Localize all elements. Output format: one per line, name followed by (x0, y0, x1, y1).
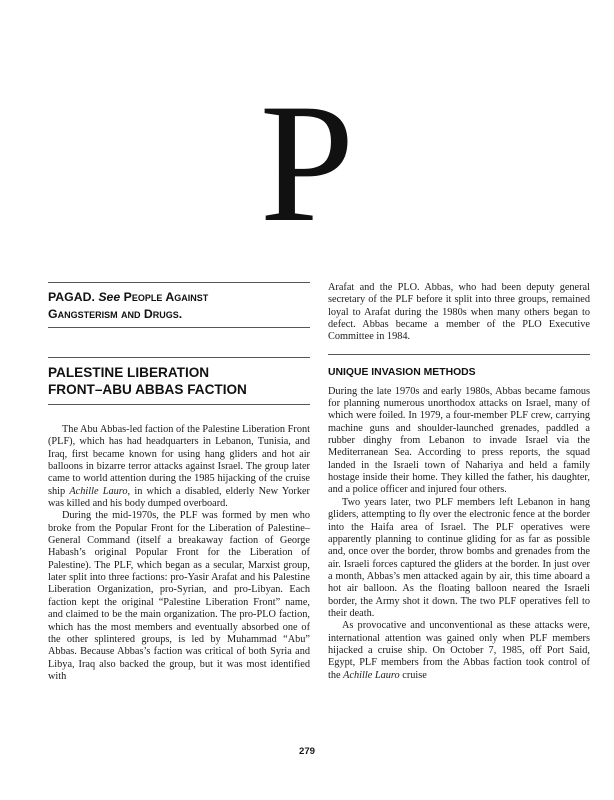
paragraph: As provocative and unconventional as these attacks were, international attention was gained only when PLF members hijacked a cruise ship. On October 7, 1985, off Port Said, Egypt, PLF members from the Abbas faction took control of the Achille Lauro cruise (328, 620, 590, 681)
paragraph: The Abu Abbas-led faction of the Palestine Liberation Front (PLF), which has had headquarters in Lebanon, Tunisia, and Iraq, first became known for using hang gliders and hot air balloons in bizarre terror attacks against Israel. The group later came to world attention during the 1985 hijacking of the cruise ship Achille Lauro, in which a disabled, elderly New Yorker was killed and his body dumped overboard. (48, 424, 310, 510)
page-number: 279 (298, 746, 315, 757)
ship-name: Achille Lauro (343, 669, 400, 681)
right-column (328, 282, 590, 682)
cross-reference-entry (48, 283, 310, 327)
entry-term: PAGAD. (48, 290, 95, 304)
paragraph: During the mid-1970s, the PLF was formed by men who broke from the Popular Front for the Liberation of Palestine–General Command (itself a breakaway faction of George Habash’s original Popular Front for the Liberation of Palestine). The PLF, which began as a secular, Marxist group, later split into three factions: pro-Yasir Arafat and his Palestine Liberation Organization, pro-Syrian, and pro-Libyan. Each faction kept the original “Palestine Liberation Front” name, and claimed to be the main organization. The pro-PLO faction, which has the most members and eventually absorbed one of the other splintered groups, is led by Muhammad “Abu” Abbas. Because Abbas’s faction was critical of both Syria and Libya, Iraq also backed the group, but it was most identified with (48, 510, 310, 682)
see-label: See (98, 290, 121, 304)
left-column (48, 282, 310, 683)
cross-reference-link-cont[interactable]: Gangsterism and Drugs. (48, 307, 183, 321)
entry-title: PALESTINE LIBERATION FRONT–ABU ABBAS FACTION (48, 365, 247, 397)
ship-name: Achille Lauro (69, 485, 128, 497)
cross-reference-link[interactable]: People Against (123, 290, 209, 304)
chapter-letter: P (259, 69, 355, 257)
paragraph: During the late 1970s and early 1980s, Abbas became famous for planning numerous unorthodox attacks on Israel, many of which were foiled. In 1979, a four-member PLF crew, carrying machine guns and shoulder-launched grenades, paddled a rubber dinghy from Lebanon to invade Israel via the Mediterranean Sea. According to press reports, the squad landed in the Israeli town of Nahariya and held a family hostage inside their home. They killed the father, his daughter, and a police officer and injured four others. (328, 385, 590, 496)
section-heading: UNIQUE INVASION METHODS (328, 366, 476, 378)
paragraph: Two years later, two PLF members left Lebanon in hang gliders, attempting to fly over the electronic fence at the border into the Haifa area of Israel. The PLF operatives were apparently planning to continue gliding for as far as possible and, once over the border, throw bombs and grenades from the air. Israeli forces captured the gliders at the border. In just over a month, Abbas’s men attacked again by air, this time aboard a hot air balloon. As the floating balloon neared the Israeli border, the Army shot it down. The two PLF operatives fell to their death. (328, 496, 590, 619)
paragraph-continued: Arafat and the PLO. Abbas, who had been deputy general secretary of the PLF before it split into three groups, remained loyal to Arafat during the 1980s when many others began to defect. Abbas became a member of the PLO Executive Committee in 1984. (328, 282, 590, 343)
